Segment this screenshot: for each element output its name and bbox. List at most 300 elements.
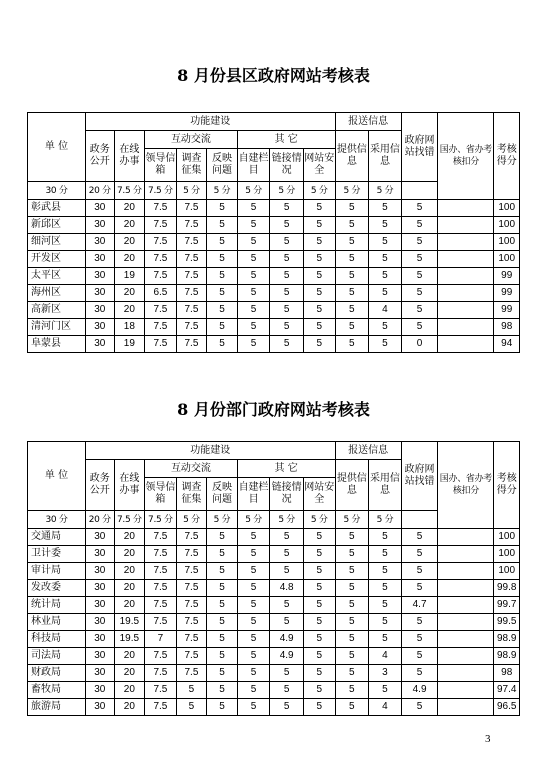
score-cell: 5 bbox=[335, 699, 369, 716]
score-cell bbox=[438, 546, 494, 563]
max-score-cell: 5 分 bbox=[270, 511, 304, 529]
score-cell: 30 bbox=[86, 285, 115, 302]
county-table-title: 8 月份县区政府网站考核表 bbox=[177, 66, 370, 85]
score-cell: 5 bbox=[303, 251, 335, 268]
total-score-cell: 100 bbox=[494, 563, 520, 580]
score-cell bbox=[438, 597, 494, 614]
score-cell: 5 bbox=[401, 234, 438, 251]
score-cell: 5 bbox=[335, 563, 369, 580]
score-cell bbox=[438, 580, 494, 597]
score-cell: 5 bbox=[270, 217, 304, 234]
site-security-header: 网站安全 bbox=[303, 149, 335, 182]
score-cell: 5 bbox=[401, 529, 438, 546]
score-cell: 5 bbox=[270, 234, 304, 251]
max-score-cell: 5 分 bbox=[176, 182, 207, 200]
score-cell: 7.5 bbox=[176, 597, 207, 614]
score-cell: 7.5 bbox=[176, 251, 207, 268]
score-cell: 5 bbox=[303, 234, 335, 251]
unit-name-cell: 畜牧局 bbox=[28, 682, 86, 699]
score-cell: 20 bbox=[114, 563, 145, 580]
score-cell: 5 bbox=[303, 268, 335, 285]
feedback-header: 反映问题 bbox=[207, 149, 238, 182]
score-cell: 5 bbox=[369, 546, 402, 563]
score-cell: 5 bbox=[270, 319, 304, 336]
disclosure-header: 政务公开 bbox=[86, 131, 115, 182]
site-security-header: 网站安全 bbox=[303, 478, 335, 511]
score-cell: 5 bbox=[335, 234, 369, 251]
score-cell: 7.5 bbox=[145, 665, 177, 682]
score-cell: 7.5 bbox=[145, 336, 177, 353]
score-cell: 7.5 bbox=[145, 319, 177, 336]
score-cell: 7.5 bbox=[176, 319, 207, 336]
score-cell: 5 bbox=[303, 302, 335, 319]
unit-header: 单 位 bbox=[28, 442, 86, 511]
unit-name-cell: 阜蒙县 bbox=[28, 336, 86, 353]
score-cell: 7.5 bbox=[176, 217, 207, 234]
score-cell: 5 bbox=[270, 336, 304, 353]
table-row bbox=[28, 665, 520, 682]
score-cell: 3 bbox=[369, 665, 402, 682]
score-cell: 4 bbox=[369, 648, 402, 665]
score-cell: 30 bbox=[86, 546, 115, 563]
gov-error-header: 政府网站找错 bbox=[401, 442, 438, 511]
score-cell: 4.9 bbox=[401, 682, 438, 699]
total-score-cell: 99.7 bbox=[494, 597, 520, 614]
max-score-cell: 5 分 bbox=[207, 511, 238, 529]
score-header: 考核得分 bbox=[494, 113, 520, 200]
score-cell: 5 bbox=[401, 614, 438, 631]
table-row bbox=[28, 563, 520, 580]
score-cell: 5 bbox=[401, 285, 438, 302]
score-cell: 5 bbox=[237, 631, 270, 648]
score-cell: 5 bbox=[270, 563, 304, 580]
score-cell: 30 bbox=[86, 234, 115, 251]
total-score-cell: 99.5 bbox=[494, 614, 520, 631]
table-row bbox=[28, 648, 520, 665]
feedback-header: 反映问题 bbox=[207, 478, 238, 511]
adopted-info-header: 采用信息 bbox=[369, 131, 402, 182]
score-header: 考核得分 bbox=[494, 442, 520, 529]
score-cell: 5 bbox=[207, 665, 238, 682]
interaction-header: 互动交流 bbox=[145, 460, 238, 478]
score-cell: 6.5 bbox=[145, 285, 177, 302]
score-cell: 5 bbox=[303, 631, 335, 648]
score-cell bbox=[438, 319, 494, 336]
total-score-cell: 96.5 bbox=[494, 699, 520, 716]
score-cell bbox=[438, 631, 494, 648]
score-cell: 4.7 bbox=[401, 597, 438, 614]
unit-name-cell: 科技局 bbox=[28, 631, 86, 648]
max-score-cell: 5 分 bbox=[270, 182, 304, 200]
score-cell: 5 bbox=[369, 200, 402, 217]
score-cell: 19 bbox=[114, 268, 145, 285]
score-cell: 5 bbox=[207, 648, 238, 665]
score-cell: 5 bbox=[303, 682, 335, 699]
score-cell: 7.5 bbox=[145, 648, 177, 665]
score-cell: 5 bbox=[207, 302, 238, 319]
score-cell: 20 bbox=[114, 217, 145, 234]
score-cell bbox=[438, 563, 494, 580]
score-cell: 5 bbox=[270, 302, 304, 319]
total-score-cell: 100 bbox=[494, 217, 520, 234]
score-cell: 5 bbox=[237, 546, 270, 563]
score-cell: 7.5 bbox=[145, 217, 177, 234]
table-row bbox=[28, 336, 520, 353]
unit-name-cell: 太平区 bbox=[28, 268, 86, 285]
score-cell: 5 bbox=[207, 682, 238, 699]
online-service-header: 在线办事 bbox=[114, 460, 145, 511]
table-row bbox=[28, 614, 520, 631]
max-score-cell: 5 分 bbox=[237, 511, 270, 529]
score-cell: 5 bbox=[237, 699, 270, 716]
submission-header: 报送信息 bbox=[335, 442, 401, 460]
score-cell: 5 bbox=[369, 563, 402, 580]
score-cell: 5 bbox=[237, 597, 270, 614]
total-score-cell: 100 bbox=[494, 200, 520, 217]
score-cell: 5 bbox=[207, 546, 238, 563]
table-row bbox=[28, 699, 520, 716]
score-cell: 5 bbox=[335, 285, 369, 302]
score-cell: 5 bbox=[335, 597, 369, 614]
provided-info-header: 提供信息 bbox=[335, 460, 369, 511]
score-cell: 5 bbox=[237, 251, 270, 268]
gov-error-header: 政府网站找错 bbox=[401, 113, 438, 182]
score-cell bbox=[438, 529, 494, 546]
score-cell: 5 bbox=[237, 285, 270, 302]
score-cell: 30 bbox=[86, 597, 115, 614]
score-cell: 20 bbox=[114, 251, 145, 268]
score-cell: 5 bbox=[335, 614, 369, 631]
score-cell bbox=[438, 682, 494, 699]
score-cell: 30 bbox=[86, 563, 115, 580]
survey-header: 调查征集 bbox=[176, 478, 207, 511]
table-row bbox=[28, 200, 520, 217]
score-cell: 7.5 bbox=[145, 682, 177, 699]
department-table-title: 8 月份部门政府网站考核表 bbox=[177, 400, 370, 419]
score-cell: 5 bbox=[303, 529, 335, 546]
score-cell: 5 bbox=[237, 648, 270, 665]
score-cell: 5 bbox=[369, 285, 402, 302]
score-cell: 5 bbox=[335, 217, 369, 234]
score-cell: 5 bbox=[207, 580, 238, 597]
score-cell: 19.5 bbox=[114, 631, 145, 648]
score-cell: 5 bbox=[270, 665, 304, 682]
score-cell: 30 bbox=[86, 336, 115, 353]
score-cell: 5 bbox=[303, 597, 335, 614]
score-cell: 5 bbox=[401, 648, 438, 665]
total-score-cell: 99 bbox=[494, 268, 520, 285]
score-cell: 5 bbox=[335, 580, 369, 597]
total-score-cell: 99 bbox=[494, 302, 520, 319]
score-cell: 30 bbox=[86, 200, 115, 217]
score-cell: 5 bbox=[335, 319, 369, 336]
unit-name-cell: 财政局 bbox=[28, 665, 86, 682]
table-row bbox=[28, 319, 520, 336]
score-cell: 7.5 bbox=[176, 665, 207, 682]
score-cell: 5 bbox=[270, 597, 304, 614]
score-cell: 7.5 bbox=[176, 563, 207, 580]
total-score-cell: 100 bbox=[494, 546, 520, 563]
score-cell: 5 bbox=[401, 319, 438, 336]
unit-name-cell: 彰武县 bbox=[28, 200, 86, 217]
score-cell: 18 bbox=[114, 319, 145, 336]
score-cell: 5 bbox=[270, 251, 304, 268]
score-cell: 5 bbox=[270, 268, 304, 285]
score-cell: 30 bbox=[86, 251, 115, 268]
score-cell: 20 bbox=[114, 648, 145, 665]
total-score-cell: 98 bbox=[494, 665, 520, 682]
score-cell: 5 bbox=[207, 217, 238, 234]
score-cell: 5 bbox=[176, 682, 207, 699]
score-cell: 7.5 bbox=[145, 529, 177, 546]
table-row bbox=[28, 285, 520, 302]
max-score-cell: 5 分 bbox=[369, 182, 402, 200]
table-row bbox=[28, 546, 520, 563]
unit-name-cell: 审计局 bbox=[28, 563, 86, 580]
score-cell: 5 bbox=[335, 302, 369, 319]
score-cell: 5 bbox=[207, 529, 238, 546]
self-column-header: 自建栏目 bbox=[237, 478, 270, 511]
leader-mailbox-header: 领导信箱 bbox=[145, 149, 177, 182]
table-row bbox=[28, 302, 520, 319]
score-cell: 5 bbox=[401, 546, 438, 563]
score-cell: 20 bbox=[114, 580, 145, 597]
score-cell: 5 bbox=[401, 665, 438, 682]
score-cell bbox=[438, 251, 494, 268]
score-cell: 7.5 bbox=[176, 234, 207, 251]
score-cell: 19 bbox=[114, 336, 145, 353]
score-cell: 20 bbox=[114, 665, 145, 682]
unit-name-cell: 新邱区 bbox=[28, 217, 86, 234]
table-row bbox=[28, 631, 520, 648]
score-cell: 5 bbox=[237, 529, 270, 546]
score-cell: 7.5 bbox=[145, 597, 177, 614]
max-score-cell: 5 分 bbox=[369, 511, 402, 529]
leader-mailbox-header: 领导信箱 bbox=[145, 478, 177, 511]
unit-name-cell: 交通局 bbox=[28, 529, 86, 546]
score-cell: 5 bbox=[303, 648, 335, 665]
score-cell: 5 bbox=[237, 614, 270, 631]
score-cell: 7.5 bbox=[176, 285, 207, 302]
max-score-cell: 7.5 分 bbox=[114, 182, 145, 200]
score-cell bbox=[438, 336, 494, 353]
county-score-table bbox=[27, 112, 520, 353]
total-score-cell: 97.4 bbox=[494, 682, 520, 699]
score-cell: 5 bbox=[237, 302, 270, 319]
total-score-cell: 99 bbox=[494, 285, 520, 302]
score-cell: 5 bbox=[369, 217, 402, 234]
functional-header: 功能建设 bbox=[86, 442, 335, 460]
score-cell: 5 bbox=[207, 268, 238, 285]
score-cell bbox=[438, 217, 494, 234]
header-row bbox=[28, 442, 520, 460]
max-score-cell: 30 分 bbox=[28, 511, 86, 529]
score-cell: 5 bbox=[335, 631, 369, 648]
score-cell: 5 bbox=[207, 563, 238, 580]
score-cell: 30 bbox=[86, 217, 115, 234]
score-cell: 7.5 bbox=[176, 631, 207, 648]
score-cell: 30 bbox=[86, 319, 115, 336]
score-cell: 20 bbox=[114, 682, 145, 699]
table-row bbox=[28, 580, 520, 597]
score-cell: 7.5 bbox=[145, 234, 177, 251]
submission-header: 报送信息 bbox=[335, 113, 401, 131]
max-score-cell: 5 分 bbox=[335, 511, 369, 529]
score-cell: 5 bbox=[207, 319, 238, 336]
score-cell: 20 bbox=[114, 529, 145, 546]
score-cell: 7.5 bbox=[176, 200, 207, 217]
score-cell: 19.5 bbox=[114, 614, 145, 631]
disclosure-header: 政务公开 bbox=[86, 460, 115, 511]
score-cell: 30 bbox=[86, 648, 115, 665]
score-cell: 7.5 bbox=[176, 529, 207, 546]
score-cell: 5 bbox=[270, 529, 304, 546]
score-cell: 5 bbox=[303, 217, 335, 234]
link-status-header: 链接情况 bbox=[270, 478, 304, 511]
score-cell: 5 bbox=[369, 336, 402, 353]
max-score-cell: 30 分 bbox=[28, 182, 86, 200]
score-cell: 7.5 bbox=[145, 200, 177, 217]
total-score-cell: 98.9 bbox=[494, 631, 520, 648]
table-row bbox=[28, 529, 520, 546]
score-cell: 30 bbox=[86, 699, 115, 716]
self-column-header: 自建栏目 bbox=[237, 149, 270, 182]
score-cell: 5 bbox=[270, 614, 304, 631]
total-score-cell: 100 bbox=[494, 251, 520, 268]
score-cell bbox=[438, 665, 494, 682]
score-cell: 20 bbox=[114, 285, 145, 302]
adopted-info-header: 采用信息 bbox=[369, 460, 402, 511]
score-cell: 7.5 bbox=[176, 302, 207, 319]
score-cell: 7.5 bbox=[145, 614, 177, 631]
max-score-cell: 5 分 bbox=[237, 182, 270, 200]
online-service-header: 在线办事 bbox=[114, 131, 145, 182]
score-cell: 7.5 bbox=[145, 546, 177, 563]
unit-name-cell: 统计局 bbox=[28, 597, 86, 614]
score-cell: 5 bbox=[335, 648, 369, 665]
score-cell: 5 bbox=[369, 319, 402, 336]
score-cell: 5 bbox=[237, 682, 270, 699]
score-cell: 5 bbox=[401, 200, 438, 217]
score-cell bbox=[438, 699, 494, 716]
max-score-cell: 20 分 bbox=[86, 511, 115, 529]
provincial-deduction-header: 国办、省办考核扣分 bbox=[438, 442, 494, 529]
unit-name-cell: 清河门区 bbox=[28, 319, 86, 336]
score-cell: 5 bbox=[270, 285, 304, 302]
score-cell: 5 bbox=[335, 665, 369, 682]
score-cell: 30 bbox=[86, 302, 115, 319]
max-score-cell: 5 分 bbox=[176, 511, 207, 529]
score-cell: 5 bbox=[237, 665, 270, 682]
score-cell: 5 bbox=[303, 580, 335, 597]
score-cell bbox=[438, 268, 494, 285]
score-cell: 5 bbox=[270, 546, 304, 563]
table-row bbox=[28, 597, 520, 614]
score-cell bbox=[438, 302, 494, 319]
score-cell: 5 bbox=[303, 665, 335, 682]
header-row bbox=[28, 113, 520, 131]
max-score-cell: 5 分 bbox=[303, 511, 335, 529]
score-cell: 5 bbox=[270, 699, 304, 716]
score-cell: 5 bbox=[335, 546, 369, 563]
score-cell: 5 bbox=[401, 268, 438, 285]
max-score-cell: 5 分 bbox=[335, 182, 369, 200]
score-cell: 20 bbox=[114, 200, 145, 217]
unit-name-cell: 开发区 bbox=[28, 251, 86, 268]
score-cell: 5 bbox=[270, 682, 304, 699]
score-cell: 30 bbox=[86, 580, 115, 597]
score-cell: 20 bbox=[114, 546, 145, 563]
score-cell: 5 bbox=[237, 200, 270, 217]
other-header: 其 它 bbox=[237, 460, 335, 478]
score-cell: 5 bbox=[401, 251, 438, 268]
score-cell: 5 bbox=[335, 336, 369, 353]
score-cell: 20 bbox=[114, 302, 145, 319]
max-score-cell: 7.5 分 bbox=[145, 182, 177, 200]
score-cell: 5 bbox=[207, 699, 238, 716]
score-cell: 30 bbox=[86, 268, 115, 285]
score-cell bbox=[438, 614, 494, 631]
score-cell: 5 bbox=[207, 631, 238, 648]
unit-name-cell: 海州区 bbox=[28, 285, 86, 302]
score-cell: 30 bbox=[86, 529, 115, 546]
score-cell: 5 bbox=[401, 302, 438, 319]
page-number: 3 bbox=[485, 733, 491, 745]
score-cell: 5 bbox=[207, 614, 238, 631]
score-cell: 5 bbox=[369, 251, 402, 268]
score-cell: 30 bbox=[86, 682, 115, 699]
score-cell: 5 bbox=[335, 682, 369, 699]
unit-name-cell: 高新区 bbox=[28, 302, 86, 319]
score-cell: 5 bbox=[369, 682, 402, 699]
table-row bbox=[28, 234, 520, 251]
score-cell bbox=[438, 234, 494, 251]
score-cell: 30 bbox=[86, 614, 115, 631]
score-cell: 5 bbox=[369, 631, 402, 648]
score-cell: 5 bbox=[335, 200, 369, 217]
provided-info-header: 提供信息 bbox=[335, 131, 369, 182]
score-cell bbox=[438, 200, 494, 217]
score-cell: 7.5 bbox=[176, 268, 207, 285]
score-cell: 5 bbox=[270, 200, 304, 217]
score-cell: 7.5 bbox=[176, 546, 207, 563]
max-score-cell: 7.5 分 bbox=[114, 511, 145, 529]
department-score-table bbox=[27, 441, 520, 716]
score-cell: 5 bbox=[303, 546, 335, 563]
score-cell: 7.5 bbox=[176, 614, 207, 631]
score-cell: 5 bbox=[303, 200, 335, 217]
score-cell: 5 bbox=[369, 529, 402, 546]
score-cell: 20 bbox=[114, 234, 145, 251]
total-score-cell: 100 bbox=[494, 234, 520, 251]
total-score-cell: 100 bbox=[494, 529, 520, 546]
max-score-cell: 20 分 bbox=[86, 182, 115, 200]
score-cell: 4.9 bbox=[270, 631, 304, 648]
score-cell: 5 bbox=[237, 563, 270, 580]
score-cell: 7.5 bbox=[176, 580, 207, 597]
score-cell bbox=[438, 648, 494, 665]
score-cell: 5 bbox=[335, 529, 369, 546]
table-row bbox=[28, 217, 520, 234]
unit-header: 单 位 bbox=[28, 113, 86, 182]
score-cell: 7 bbox=[145, 631, 177, 648]
score-cell: 5 bbox=[237, 336, 270, 353]
table-row bbox=[28, 268, 520, 285]
score-cell: 5 bbox=[303, 614, 335, 631]
unit-name-cell: 发改委 bbox=[28, 580, 86, 597]
unit-name-cell: 司法局 bbox=[28, 648, 86, 665]
score-cell: 5 bbox=[401, 563, 438, 580]
